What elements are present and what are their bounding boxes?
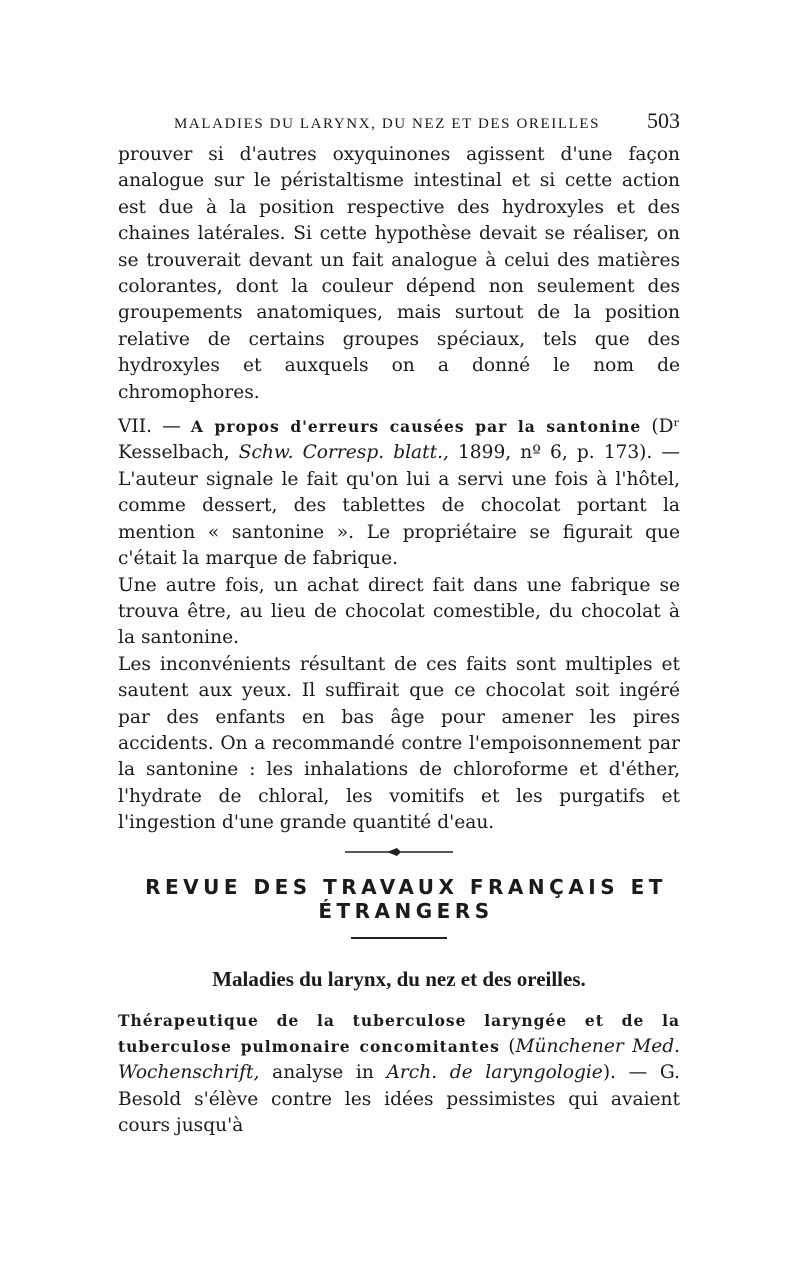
article-text: ). — G. Besold s'élève contre les idées pessimistes qui avaient cours jusqu'à (118, 1062, 680, 1137)
paragraph-section-7: VII. — A propos d'erreurs causées par la santonine (Dʳ Kesselbach, Schw. Corresp. blatt., 1899, nº 6, p. 173). — L'auteur signale le fait qu'on lui a servi une fois à l'hôtel, comme dessert, des tablettes de chocolat portant la mention « santonine ». Le propriétaire se figurait que c'était la marque de fabrique. (118, 416, 680, 570)
page-number: 503 (647, 108, 680, 133)
section-number: VII. (118, 416, 153, 438)
section-7-title: A propos d'erreurs causées par la santonine (190, 417, 642, 437)
article-source-2: Arch. de laryngologie (386, 1062, 603, 1084)
paragraph-1: prouver si d'autres oxyquinones agissent d'une façon analogue sur le péristaltisme intestinal et si cette action est due à la position respective des hydroxyles et des chaines latérales. Si cette hypothèse devait se réaliser, on se trouverait devant un fait analogue à celui des matières colorantes, dont la couleur dépend non seulement des groupements anatomiques, mais surtout de la position relative de certains groupes spéciaux, tels que des hydroxyles et auxquels on a donné le nom de chromophores. (118, 144, 680, 403)
running-title: MALADIES DU LARYNX, DU NEZ ET DES OREILLES (174, 116, 601, 132)
paragraph-3: Une autre fois, un achat direct fait dans une fabrique se trouva être, au lieu de chocolat comestible, du chocolat à la santonine. (118, 574, 680, 649)
article-title: Thérapeutique de la tuberculose laryngée et de la tuberculose pulmonaire concomitantes (118, 1010, 680, 1056)
document-page (118, 108, 680, 1140)
subsection-title: Maladies du larynx, du nez et des oreilles. (212, 966, 586, 991)
running-header (174, 108, 680, 142)
article-source: Münchener Med. Wochenschrift, (118, 1035, 681, 1084)
journal-ref: Schw. Corresp. blatt., (238, 442, 449, 464)
paragraph-4: Les inconvénients résultant de ces faits sont multiples et sautent aux yeux. Il suffirait que ce chocolat soit ingéré par des enfants en bas âge pour amener les pires accidents. On a recommandé contre l'empoisonnement par la santonine : les inhalations de chloroforme et d'éther, l'hydrate de chloral, les vomitifs et les purgatifs et l'ingestion d'une grande quantité d'eau. (118, 653, 680, 834)
section-7-body: 1899, nº 6, p. 173). — L'auteur signale le fait qu'on lui a servi une fois à l'hôtel, comme dessert, des tablettes de chocolat portant la mention « santonine ». Le propriétaire se figurait que c'était la marque de fabrique. (118, 442, 680, 570)
author-ref: Dʳ Kesselbach, (118, 416, 680, 464)
ornament-divider (118, 847, 680, 857)
section-title: REVUE DES TRAVAUX FRANÇAIS ET ÉTRANGERS (145, 874, 667, 923)
article-paragraph: Thérapeutique de la tuberculose laryngée et de la tuberculose pulmonaire concomitantes (Münchener Med. Wochenschrift, analyse in Arch. de laryngologie). — G. Besold s'élève contre les idées pessimistes qui avaient cours jusqu'à (118, 1010, 681, 1137)
section-rule (351, 937, 447, 939)
article-analyse: analyse in (272, 1062, 374, 1084)
ornament-divider-icon (339, 847, 459, 857)
